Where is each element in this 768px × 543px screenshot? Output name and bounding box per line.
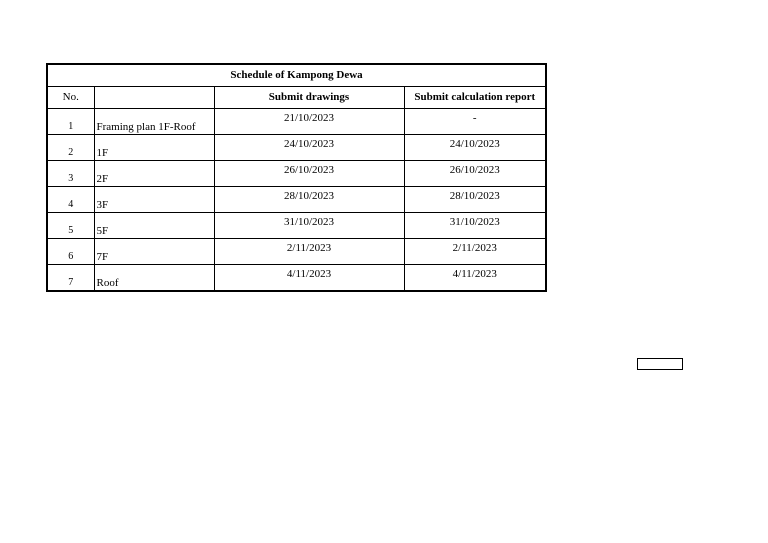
row-report-date: - [404, 109, 546, 135]
empty-box [637, 358, 683, 370]
row-item: 5F [94, 213, 214, 239]
header-submit-drawings: Submit drawings [214, 87, 404, 109]
header-row [47, 87, 546, 109]
row-drawings-date: 26/10/2023 [214, 161, 404, 187]
row-number: 1 [47, 109, 94, 135]
header-item [94, 87, 214, 109]
schedule-table [46, 63, 547, 292]
row-drawings-date: 21/10/2023 [214, 109, 404, 135]
row-number: 3 [47, 161, 94, 187]
table-row [47, 135, 546, 161]
row-item: 3F [94, 187, 214, 213]
title-row [47, 64, 546, 87]
row-item: 7F [94, 239, 214, 265]
table-row [47, 109, 546, 135]
row-number: 6 [47, 239, 94, 265]
row-number: 2 [47, 135, 94, 161]
table-row [47, 213, 546, 239]
row-drawings-date: 4/11/2023 [214, 265, 404, 292]
row-item: Framing plan 1F-Roof [94, 109, 214, 135]
row-number: 5 [47, 213, 94, 239]
row-report-date: 2/11/2023 [404, 239, 546, 265]
row-number: 4 [47, 187, 94, 213]
table-title: Schedule of Kampong Dewa [47, 64, 546, 87]
row-report-date: 4/11/2023 [404, 265, 546, 292]
header-no: No. [47, 87, 94, 109]
row-number: 7 [47, 265, 94, 292]
row-item: 2F [94, 161, 214, 187]
header-submit-calculation-report: Submit calculation report [404, 87, 546, 109]
row-drawings-date: 31/10/2023 [214, 213, 404, 239]
row-drawings-date: 28/10/2023 [214, 187, 404, 213]
row-report-date: 26/10/2023 [404, 161, 546, 187]
table-row [47, 239, 546, 265]
row-item: 1F [94, 135, 214, 161]
row-report-date: 31/10/2023 [404, 213, 546, 239]
row-report-date: 24/10/2023 [404, 135, 546, 161]
table-row [47, 161, 546, 187]
table-row [47, 265, 546, 292]
table-row [47, 187, 546, 213]
row-item: Roof [94, 265, 214, 292]
row-report-date: 28/10/2023 [404, 187, 546, 213]
row-drawings-date: 2/11/2023 [214, 239, 404, 265]
row-drawings-date: 24/10/2023 [214, 135, 404, 161]
